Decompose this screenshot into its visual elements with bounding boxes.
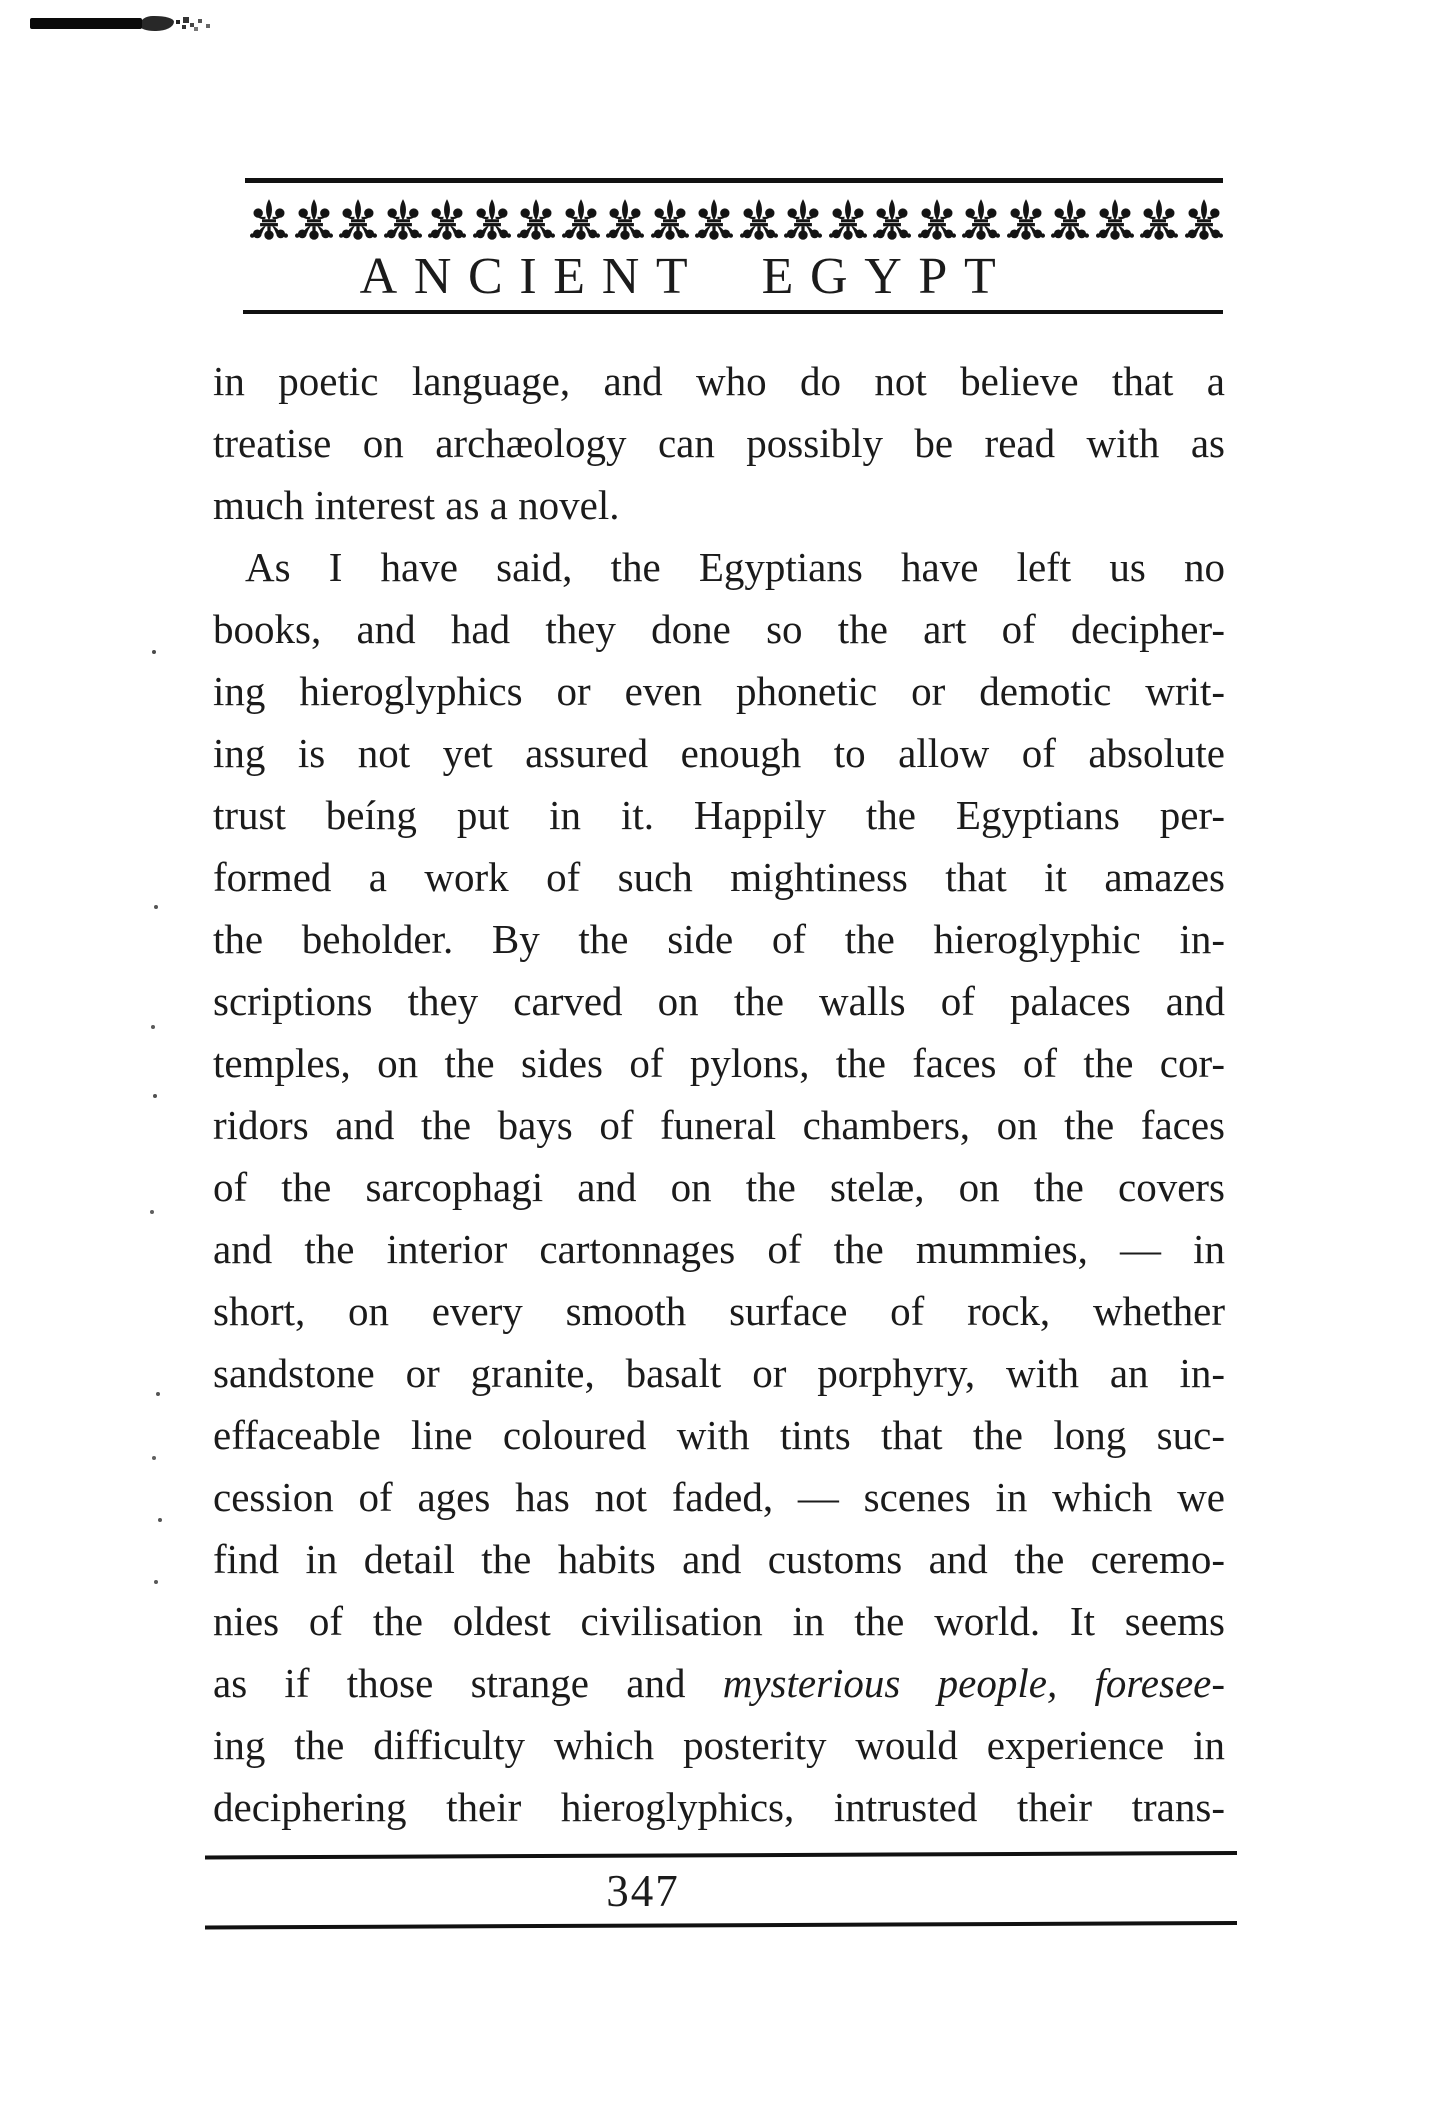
text-segment: temples, on the sides of pylons, the faces of the cor-	[213, 1040, 1225, 1086]
fleur-de-lis-icon	[428, 199, 466, 243]
text-line	[213, 1714, 1225, 1776]
text-segment: and the interior cartonnages of the mummies, — in	[213, 1226, 1225, 1272]
header-top-rule	[245, 178, 1223, 183]
fleur-de-lis-icon	[517, 199, 555, 243]
fleur-de-lis-icon	[1096, 199, 1134, 243]
fleur-de-lis-icon	[695, 199, 733, 243]
text-segment: cession of ages has not faded, — scenes in which we	[213, 1474, 1225, 1520]
fleur-de-lis-icon	[1140, 199, 1178, 243]
page-title: ANCIENT EGYPT	[359, 248, 1013, 305]
text-segment: effaceable line coloured with tints that the long suc-	[213, 1412, 1225, 1458]
text-segment: ridors and the bays of funeral chambers, on the faces	[213, 1102, 1225, 1148]
text-line	[213, 1032, 1225, 1094]
text-line	[213, 970, 1225, 1032]
scan-artifact-specks	[176, 20, 180, 24]
text-segment: short, on every smooth surface of rock, whether	[213, 1288, 1225, 1334]
fleur-de-lis-icon	[250, 199, 288, 243]
text-line	[213, 1342, 1225, 1404]
text-segment: deciphering their hieroglyphics, intrusted their trans-	[213, 1784, 1225, 1830]
fleur-de-lis-icon	[962, 199, 1000, 243]
text-line	[213, 1156, 1225, 1218]
text-line	[213, 474, 1225, 536]
fleur-de-lis-icon	[1051, 199, 1089, 243]
page-number: 347	[606, 1866, 680, 1916]
text-segment: nies of the oldest civilisation in the world. It seems	[213, 1598, 1225, 1644]
text-line	[213, 1404, 1225, 1466]
text-line	[213, 598, 1225, 660]
fleur-de-lis-icon	[562, 199, 600, 243]
text-segment: find in detail the habits and customs and the ceremo-	[213, 1536, 1225, 1582]
text-line	[213, 536, 1225, 598]
text-segment: as if those strange and	[213, 1660, 723, 1706]
footer-top-rule	[205, 1851, 1237, 1860]
text-segment: ing hieroglyphics or even phonetic or demotic writ-	[213, 668, 1225, 714]
text-segment: books, and had they done so the art of decipher-	[213, 606, 1225, 652]
fleur-de-lis-icon	[873, 199, 911, 243]
text-line	[213, 1528, 1225, 1590]
text-segment: sandstone or granite, basalt or porphyry, with an in-	[213, 1350, 1225, 1396]
scan-artifact-bar	[30, 18, 142, 29]
text-segment: ing is not yet assured enough to allow of absolute	[213, 730, 1225, 776]
fleur-de-lis-icon	[473, 199, 511, 243]
text-segment: scriptions they carved on the walls of palaces and	[213, 978, 1225, 1024]
text-segment: in poetic language, and who do not believe that a	[213, 358, 1225, 404]
fleur-de-lis-icon	[1185, 199, 1223, 243]
text-segment: mysterious people, foresee-	[722, 1660, 1226, 1706]
text-line	[213, 784, 1225, 846]
text-line	[213, 908, 1225, 970]
fleur-de-lis-icon	[339, 199, 377, 243]
text-segment: treatise on archæology can possibly be read with as	[213, 420, 1225, 466]
fleur-de-lis-icon	[651, 199, 689, 243]
ornament-row	[250, 199, 1223, 243]
text-segment: trust beíng put in it. Happily the Egyptians per-	[213, 792, 1225, 838]
text-line	[213, 1280, 1225, 1342]
text-line	[213, 1776, 1225, 1838]
text-line	[213, 412, 1225, 474]
text-line	[213, 846, 1225, 908]
text-segment: formed a work of such mightiness that it amazes	[213, 854, 1225, 900]
text-segment: ing the difficulty which posterity would experience in	[213, 1722, 1225, 1768]
text-segment: As I have said, the Egyptians have left us no	[245, 544, 1225, 590]
fleur-de-lis-icon	[829, 199, 867, 243]
fleur-de-lis-icon	[784, 199, 822, 243]
text-line	[213, 1218, 1225, 1280]
text-line	[213, 1094, 1225, 1156]
text-segment: of the sarcophagi and on the stelæ, on the covers	[213, 1164, 1225, 1210]
text-segment: the beholder. By the side of the hieroglyphic in-	[213, 916, 1225, 962]
fleur-de-lis-icon	[918, 199, 956, 243]
text-line	[213, 1466, 1225, 1528]
fleur-de-lis-icon	[606, 199, 644, 243]
text-line	[213, 660, 1225, 722]
fleur-de-lis-icon	[384, 199, 422, 243]
text-line	[213, 722, 1225, 784]
text-line	[213, 1590, 1225, 1652]
fleur-de-lis-icon	[295, 199, 333, 243]
scan-speck	[152, 650, 156, 654]
scan-artifact-blob	[140, 16, 174, 31]
text-line	[213, 1652, 1225, 1714]
body-text	[213, 350, 1225, 1838]
text-line	[213, 350, 1225, 412]
header-bottom-rule	[243, 310, 1223, 314]
fleur-de-lis-icon	[1007, 199, 1045, 243]
footer-bottom-rule	[205, 1921, 1237, 1930]
fleur-de-lis-icon	[740, 199, 778, 243]
text-segment: much interest as a novel.	[213, 482, 620, 528]
